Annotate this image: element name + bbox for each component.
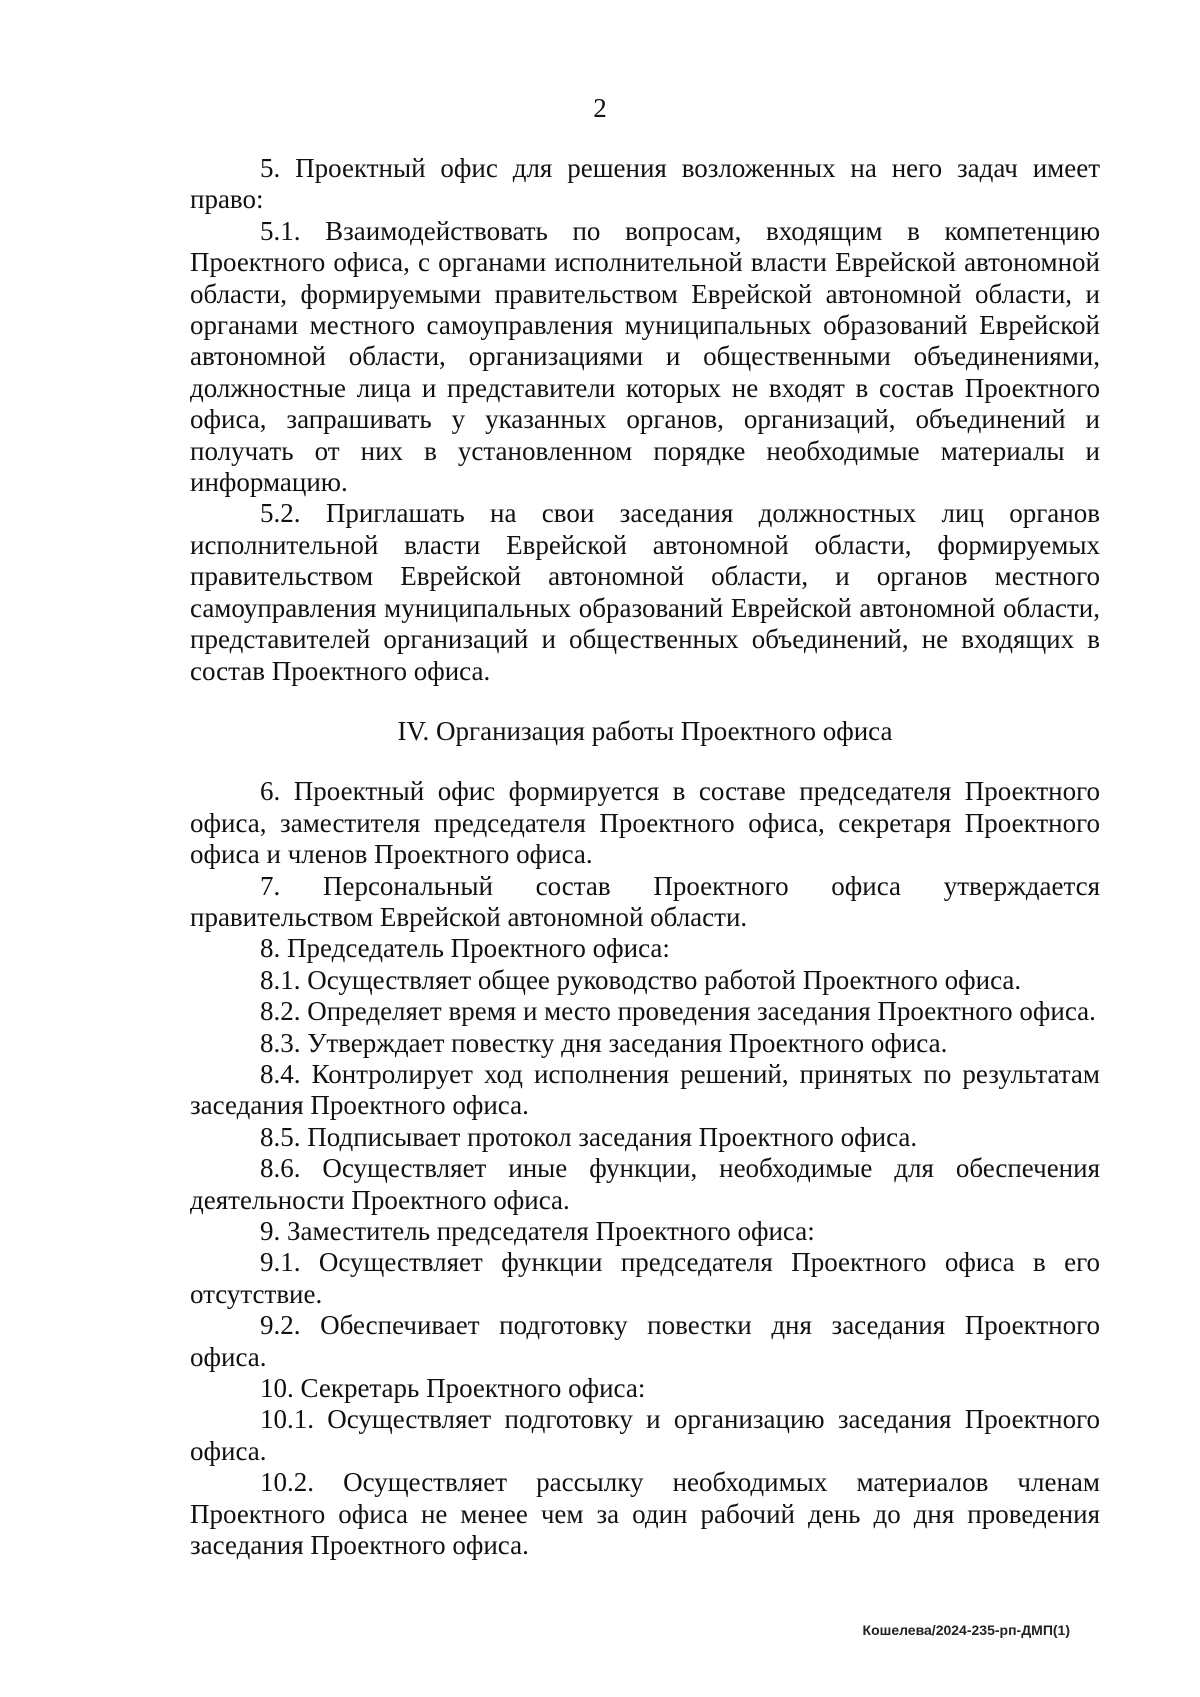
paragraph-7: 7. Персональный состав Проектного офиса утверждается правительством Еврейской автономной области. [190,870,1100,932]
paragraph-8-6: 8.6. Осуществляет иные функции, необходимые для обеспечения деятельности Проектного офиса. [190,1153,1100,1215]
paragraph-10: 10. Секретарь Проектного офиса: [260,1373,646,1404]
paragraph-10-1: 10.1. Осуществляет подготовку и организацию заседания Проектного офиса. [190,1404,1100,1466]
paragraph-9-2: 9.2. Обеспечивает подготовку повестки дня заседания Проектного офиса. [190,1310,1100,1372]
paragraph-8: 8. Председатель Проектного офиса: [260,933,670,964]
paragraph-8-3: 8.3. Утверждает повестку дня заседания Проектного офиса. [260,1027,948,1058]
paragraph-8-2: 8.2. Определяет время и место проведения заседания Проектного офиса. [260,996,1096,1027]
paragraph-8-1: 8.1. Осуществляет общее руководство работой Проектного офиса. [260,964,1022,995]
paragraph-8-4: 8.4. Контролирует ход исполнения решений, принятых по результатам заседания Проектного офиса. [190,1058,1100,1121]
paragraph-8-5: 8.5. Подписывает протокол заседания Проектного офиса. [260,1121,918,1152]
paragraph-9: 9. Заместитель председателя Проектного офиса: [260,1216,815,1246]
paragraph-9-1: 9.1. Осуществляет функции председателя Проектного офиса в его отсутствие. [190,1247,1100,1309]
paragraph-6: 6. Проектный офис формируется в составе председателя Проектного офиса, заместителя председателя Проектного офиса, секретаря Проектного офиса и членов Проектного офиса. [190,776,1100,870]
paragraph-5-2: 5.2. Приглашать на свои заседания должностных лиц органов исполнительной власти Еврейской автономной области, формируемых правительством Еврейской автономной области, и органов местного самоуправления муниципальных образований Еврейской автономной области, представителей организаций и общественных объединений, не входящих в состав Проектного офиса. [190,498,1100,686]
section-title: IV. Организация работы Проектного офиса [397,715,893,746]
paragraph-5: 5. Проектный офис для решения возложенных на него задач имеет право: [190,153,1100,215]
paragraph-10-2: 10.2. Осуществляет рассылку необходимых материалов членам Проектного офиса не менее чем за один рабочий день до дня проведения заседания Проектного офиса. [190,1467,1100,1561]
document-body [190,153,1100,1561]
footer-document-code: Кошелева/2024-235-рп-ДМП(1) [862,1622,1070,1638]
page-number: 2 [593,93,607,123]
paragraph-5-1: 5.1. Взаимодействовать по вопросам, входящим в компетенцию Проектного офиса, с органами исполнительной власти Еврейской автономной области, формируемыми правительством Еврейской автономной области, и органами местного самоуправления муниципальных образований Еврейской автономной области, организациями и общественными объединениями, должностные лица и представители которых не входят в состав Проектного офиса, запрашивать у указанных органов, организаций, объединений и получать от них в установленном порядке необходимые материалы и информацию. [190,215,1100,498]
